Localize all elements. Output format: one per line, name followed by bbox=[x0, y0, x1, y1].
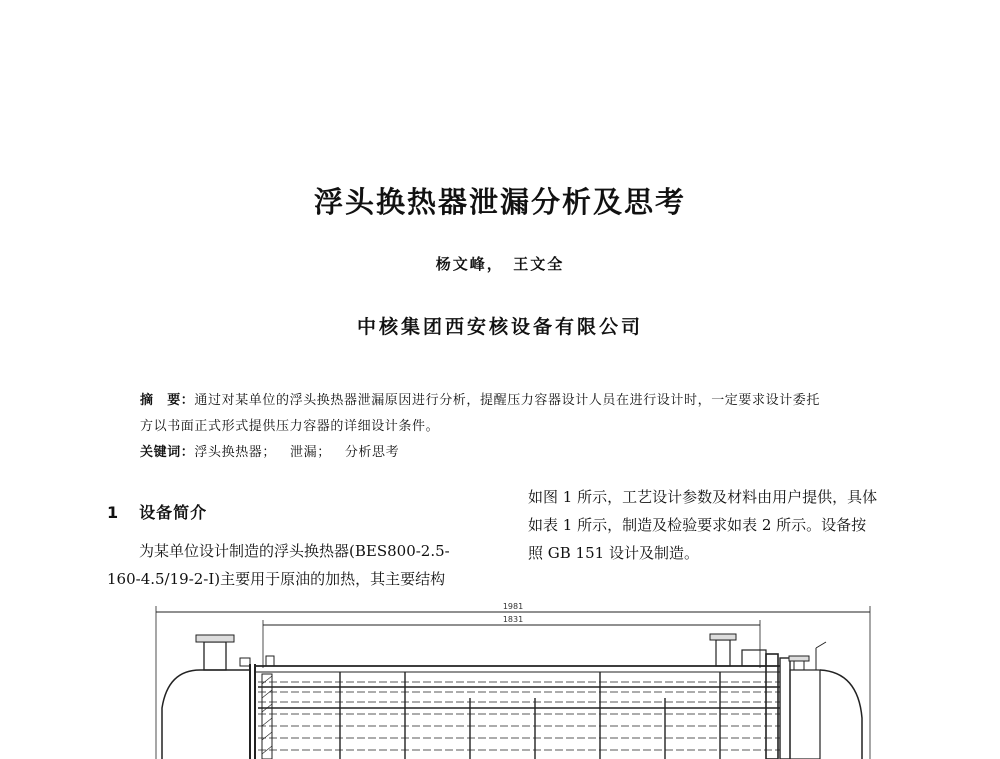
keyword-1: 浮头换热器； bbox=[194, 445, 277, 460]
vent-flange bbox=[789, 656, 809, 661]
right-line-2: 如表 1 所示，制造及检验要求如表 2 所示。设备按 bbox=[528, 516, 867, 534]
tube-bundle bbox=[258, 682, 780, 750]
left-nozzle bbox=[204, 642, 226, 670]
overall-dimension-label: 1981 bbox=[502, 602, 524, 611]
abstract-label: 摘 要： bbox=[140, 393, 195, 408]
left-small-nozzle-2 bbox=[266, 656, 274, 666]
left-column-text bbox=[107, 537, 507, 593]
abstract-line-1 bbox=[140, 388, 900, 414]
paper-title: 浮头换热器泄漏分析及思考 bbox=[313, 185, 686, 219]
abstract-text-2: 方以书面正式形式提供压力容器的详细设计条件。 bbox=[140, 419, 440, 434]
left-line-2: 160-4.5/19-2-Ⅰ)主要用于原油的加热，其主要结构 bbox=[107, 570, 446, 588]
authors: 杨文峰， 王文全 bbox=[435, 255, 565, 273]
abstract-block bbox=[140, 388, 900, 466]
shell-cover bbox=[790, 670, 820, 759]
right-line-3: 照 GB 151 设计及制造。 bbox=[528, 544, 699, 562]
left-small-nozzle bbox=[240, 658, 250, 666]
section-number: 1 bbox=[107, 503, 120, 522]
abstract-text-1: 通过对某单位的浮头换热器泄漏原因进行分析，提醒压力容器设计人员在进行设计时，一定要求设计委托 bbox=[194, 393, 821, 408]
right-column-text bbox=[528, 483, 928, 567]
section-title: 设备简介 bbox=[139, 503, 208, 522]
heat-exchanger-drawing bbox=[0, 598, 1000, 759]
shell-cover-flange bbox=[780, 658, 790, 759]
lifting-lug-tip bbox=[816, 642, 826, 648]
left-nozzle-flange bbox=[196, 635, 234, 642]
right-shell-head bbox=[820, 670, 862, 759]
right-nozzle bbox=[716, 640, 730, 666]
right-nozzle-flange bbox=[710, 634, 736, 640]
keyword-2: 泄漏； bbox=[290, 445, 331, 460]
left-line-1: 为某单位设计制造的浮头换热器(BES800-2.5- bbox=[139, 542, 450, 560]
keywords-label: 关键词： bbox=[140, 445, 195, 460]
tube-bundle-solid bbox=[258, 687, 780, 708]
right-line-1: 如图 1 所示，工艺设计参数及材料由用户提供，具体 bbox=[528, 488, 878, 506]
keyword-3: 分析思考 bbox=[344, 445, 400, 460]
inner-dimension-label: 1831 bbox=[502, 615, 524, 624]
floating-head-flange bbox=[766, 654, 778, 759]
right-flange-block bbox=[742, 650, 766, 666]
left-channel-head bbox=[162, 670, 200, 759]
keywords-line bbox=[140, 440, 900, 466]
abstract-line-2 bbox=[140, 414, 900, 440]
affiliation: 中核集团西安核设备有限公司 bbox=[356, 316, 643, 338]
section-heading bbox=[107, 500, 207, 523]
baffles bbox=[340, 672, 720, 759]
